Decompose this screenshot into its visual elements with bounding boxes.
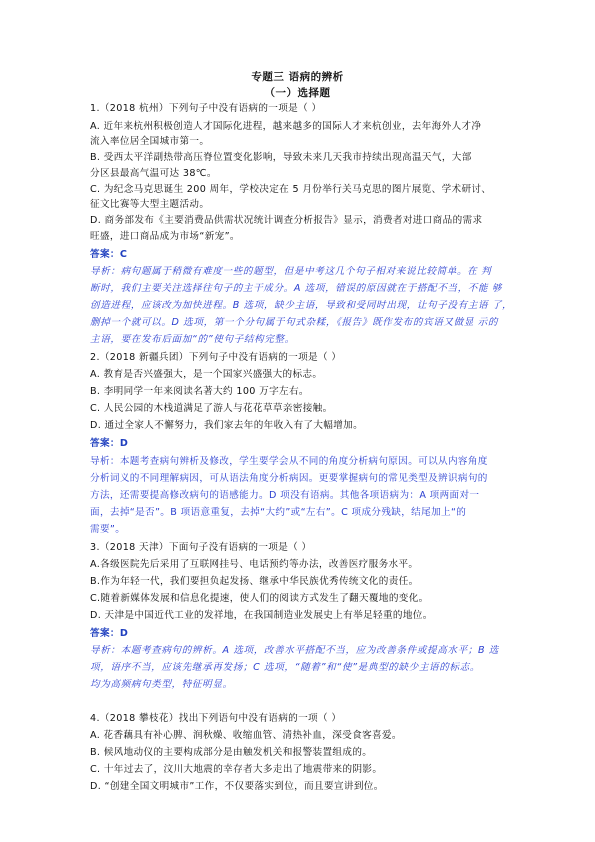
question-1-analysis-line: 导析：病句题属于稍微有难度一些的题型，但是中考这几个句子相对来说比较简单。在 判 [90,266,492,277]
question-4-option-d: D. “创建全国文明城市”工作，不仅要落实到位，而且要宣讲到位。 [90,781,384,792]
question-2-option-d: D. 通过全家人不懈努力，我们家去年的年收入有了大幅增加。 [90,420,364,431]
question-1-stem: 1.（2018 杭州）下列句子中没有语病的一项是（ ） [90,103,322,114]
question-2-option-b: B. 李明同学一年来阅读名著大约 100 万字左右。 [90,386,309,397]
question-1-answer: 答案：C [90,249,128,260]
page-title: 专题三 语病的辨析 [251,71,344,83]
question-3-answer: 答案：D [90,628,129,639]
question-1-option-c-cont: 征文比赛等大型主题活动。 [90,199,210,210]
question-3-stem: 3.（2018 天津）下面句子没有语病的一项是（ ） [90,542,312,553]
question-1-analysis-line: 断时，我们主要关注选择往句子的主干成分。A 选项，错误的原因就在于搭配不当，不能 够 [90,283,503,294]
question-1-option-d: D. 商务部发布《主要消费品供需状况统计调查分析报告》显示，消费者对进口商品的需求 [90,215,483,226]
question-2-analysis-line: 方法，还需要提高修改病句的语感能力。D 项没有语病。其他各项语病为：A 项两面对一 [90,490,480,501]
question-1-option-b-cont: 分区县最高气温可达 38℃。 [90,168,217,179]
section-subtitle: （一）选择题 [264,87,331,99]
question-1-option-c: C. 为纪念马克思诞生 200 周年，学校决定在 5 月份举行关马克思的图片展览、学术研讨、 [90,184,492,195]
question-3-option-c: C.随着新媒体发展和信息化提速，使人们的阅读方式发生了翻天覆地的变化。 [90,593,429,604]
question-1-analysis-line: 创造进程，应该改为加快进程。B 选项，缺少主语，导致和受同时出现，让句子没有主语 了， [90,300,513,311]
question-2-analysis-line: 需要”。 [90,524,126,535]
question-1-analysis-line: 主语，要在发布后面加“的”使句子结构完整。 [90,334,295,345]
question-2-analysis-line: 分析词义的不同理解病因，可从语法角度分析病因。更要掌握病句的常见类型及辨识病句的 [90,473,488,484]
question-1-analysis-line: 删掉一个就可以。D 选项，第一个分句属于句式杂糅，《报告》既作发布的宾语又做显 示的 [90,317,499,328]
question-2-analysis-line: 面，去掉“是否”。B 项语意重复，去掉“大约”或“左右”。C 项成分残缺，结尾加上“的 [90,507,467,518]
question-3-analysis-line: 均为高频病句类型，特征明显。 [90,679,233,690]
question-4-option-b: B. 候风地动仪的主要构成部分是由触发机关和报警装置组成的。 [90,747,373,758]
question-3-analysis-line: 导析：本题考查病句的辨析。A 选项，改善水平搭配不当，应为改善条件或提高水平；B 选 [90,645,500,656]
question-1-option-b: B. 受西太平洋副热带高压脊位置变化影响，导致未来几天我市持续出现高温天气，大部 [90,152,472,163]
question-2-answer: 答案：D [90,438,129,449]
question-3-analysis-line: 项，语序不当，应该先继承再发扬；C 选项，“随着”和“使”是典型的缺少主语的标志。 [90,662,481,673]
question-3-option-a: A.各级医院先后采用了互联网挂号、电话预约等办法，改善医疗服务水平。 [90,559,419,570]
question-3-option-b: B.作为年轻一代，我们要担负起发扬、继承中华民族优秀传统文化的责任。 [90,576,419,587]
question-1-option-a: A. 近年来杭州积极创造人才国际化进程，越来越多的国际人才来杭创业，去年海外人才净 [90,121,482,132]
question-2-stem: 2.（2018 新疆兵团）下列句子中没有语病的一项是（ ） [90,352,342,363]
question-2-option-c: C. 人民公园的木栈道满足了游人与花花草草亲密接触。 [90,403,333,414]
question-1-option-a-cont: 流入率位居全国城市第一。 [90,136,210,147]
question-4-option-c: C. 十年过去了，汶川大地震的幸存者大多走出了地震带来的阴影。 [90,764,383,775]
question-4-stem: 4.（2018 攀枝花）找出下列语句中没有语病的一项（ ） [90,713,342,724]
question-1-option-d-cont: 旺盛，进口商品成为市场“新宠”。 [90,231,240,242]
question-2-option-a: A. 教育是否兴盛强大，是一个国家兴盛强大的标志。 [90,369,323,380]
question-2-analysis-line: 导析：本题考查病句辨析及修改，学生要学会从不同的角度分析病句原因。可以从内容角度 [90,456,488,467]
question-3-option-d: D. 天津是中国近代工业的发祥地，在我国制造业发展史上有举足轻重的地位。 [90,610,433,621]
question-4-option-a: A. 花香藕具有补心脾、润秋燥、收缩血管、清热补血，深受食客喜爱。 [90,730,402,741]
